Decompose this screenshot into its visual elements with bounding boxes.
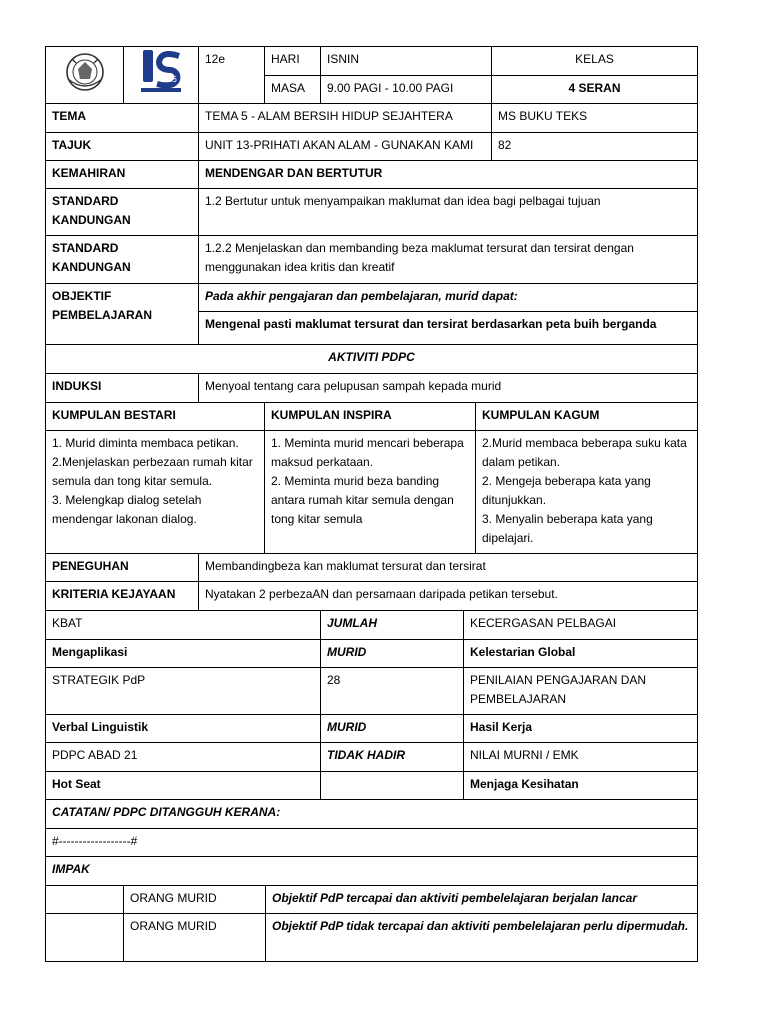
svg-text:25: 25 bbox=[167, 75, 178, 84]
list-item: 2.Murid membaca beberapa suku kata dalam petikan. bbox=[482, 436, 687, 469]
impak-text-2: Objektif PdP tidak tercapai dan aktiviti pembelelajaran perlu dipermudah. bbox=[266, 914, 698, 962]
impak-murid-label-2: ORANG MURID bbox=[124, 914, 266, 962]
class-code: 12e bbox=[199, 47, 265, 104]
impak-table bbox=[45, 885, 698, 962]
kelas-value: 4 SERAN bbox=[492, 76, 698, 104]
kecergasan-label: KECERGASAN PELBAGAI bbox=[464, 611, 698, 640]
kbat-table bbox=[45, 610, 698, 886]
murid-label-2: MURID bbox=[321, 715, 464, 743]
list-item: 2. Meminta murid beza banding antara rumah kitar semula dengan tong kitar semula bbox=[271, 474, 454, 526]
peneguhan-table bbox=[45, 553, 698, 611]
objektif-intro: Pada akhir pengajaran dan pembelajaran, murid dapat: bbox=[199, 284, 698, 312]
abad21-value: Hot Seat bbox=[46, 772, 321, 800]
bestari-activities bbox=[46, 431, 265, 554]
aktiviti-title: AKTIVITI PDPC bbox=[46, 345, 698, 374]
kbat-value: Mengaplikasi bbox=[46, 640, 321, 668]
list-item: 1. Meminta murid mencari beberapa maksud perkataan. bbox=[271, 436, 464, 469]
tema-value: TEMA 5 - ALAM BERSIH HIDUP SEJAHTERA bbox=[199, 104, 492, 133]
impak-murid-label-1: ORANG MURID bbox=[124, 886, 266, 914]
kemahiran-value: MENDENGAR DAN BERTUTUR bbox=[199, 161, 698, 189]
tajuk-value: UNIT 13-PRIHATI AKAN ALAM - GUNAKAN KAMI bbox=[199, 133, 492, 161]
list-item: 2. Mengeja beberapa kata yang ditunjukkan. bbox=[482, 474, 651, 507]
peneguhan-value: Membandingbeza kan maklumat tersurat dan tersirat bbox=[199, 554, 698, 582]
kagum-activities bbox=[476, 431, 698, 554]
buku-label: MS BUKU TEKS bbox=[492, 104, 698, 133]
jumlah-value: 28 bbox=[321, 668, 464, 715]
jumlah-label: JUMLAH bbox=[321, 611, 464, 640]
tidak-hadir-value bbox=[321, 772, 464, 800]
inspira-label: KUMPULAN INSPIRA bbox=[265, 403, 476, 431]
catatan-value: #------------------# bbox=[46, 829, 698, 857]
groups-table bbox=[45, 402, 698, 554]
standard-kandungan-label-1: STANDARD KANDUNGAN bbox=[46, 189, 199, 236]
standard-kandungan-value-2: 1.2.2 Menjelaskan dan membanding beza maklumat tersurat dan tersirat dengan menggunakan idea kritis dan kreatif bbox=[199, 236, 698, 284]
abad21-label: PDPC ABAD 21 bbox=[46, 743, 321, 772]
school-crest-logo bbox=[46, 47, 124, 104]
impak-label: IMPAK bbox=[46, 857, 698, 886]
kecergasan-value: Kelestarian Global bbox=[464, 640, 698, 668]
is25-logo bbox=[124, 47, 199, 104]
hari-value: ISNIN bbox=[321, 47, 492, 76]
kbat-label: KBAT bbox=[46, 611, 321, 640]
objektif-value: Mengenal pasti maklumat tersurat dan tersirat berdasarkan peta buih berganda bbox=[199, 312, 698, 345]
masa-value: 9.00 PAGI - 10.00 PAGI bbox=[321, 76, 492, 104]
induksi-label: INDUKSI bbox=[46, 374, 199, 403]
kemahiran-label: KEMAHIRAN bbox=[46, 161, 199, 189]
tidak-hadir-label: TIDAK HADIR bbox=[321, 743, 464, 772]
list-item: 1. Murid diminta membaca petikan. bbox=[52, 436, 239, 450]
list-item: 2.Menjelaskan perbezaan rumah kitar semula dan tong kitar semula. bbox=[52, 455, 253, 488]
impak-text-1: Objektif PdP tercapai dan aktiviti pembelelajaran berjalan lancar bbox=[266, 886, 698, 914]
strategik-value: Verbal Linguistik bbox=[46, 715, 321, 743]
impak-count-2 bbox=[46, 914, 124, 962]
penilaian-value: Hasil Kerja bbox=[464, 715, 698, 743]
standard-kandungan-value-1: 1.2 Bertutur untuk menyampaikan maklumat dan idea bagi pelbagai tujuan bbox=[199, 189, 698, 236]
lesson-plan-sheet bbox=[45, 46, 697, 962]
standard-kandungan-label-2: STANDARD KANDUNGAN bbox=[46, 236, 199, 284]
induksi-value: Menyoal tentang cara pelupusan sampah kepada murid bbox=[199, 374, 698, 403]
hari-label: HARI bbox=[265, 47, 321, 76]
strategik-label: STRATEGIK PdP bbox=[46, 668, 321, 715]
kagum-label: KUMPULAN KAGUM bbox=[476, 403, 698, 431]
list-item: 3. Melengkap dialog setelah mendengar lakonan dialog. bbox=[52, 493, 202, 526]
catatan-label: CATATAN/ PDPC DITANGGUH KERANA: bbox=[46, 800, 698, 829]
bestari-label: KUMPULAN BESTARI bbox=[46, 403, 265, 431]
list-item: 3. Menyalin beberapa kata yang dipelajari. bbox=[482, 512, 653, 545]
impak-count-1 bbox=[46, 886, 124, 914]
header-table bbox=[45, 46, 698, 403]
nilai-label: NILAI MURNI / EMK bbox=[464, 743, 698, 772]
masa-label: MASA bbox=[265, 76, 321, 104]
kelas-label: KELAS bbox=[492, 47, 698, 76]
tajuk-label: TAJUK bbox=[46, 133, 199, 161]
peneguhan-label: PENEGUHAN bbox=[46, 554, 199, 582]
penilaian-label: PENILAIAN PENGAJARAN DAN PEMBELAJARAN bbox=[464, 668, 698, 715]
murid-label-1: MURID bbox=[321, 640, 464, 668]
tema-label: TEMA bbox=[46, 104, 199, 133]
kriteria-label: KRITERIA KEJAYAAN bbox=[46, 582, 199, 611]
objektif-label: OBJEKTIF PEMBELAJARAN bbox=[46, 284, 199, 345]
nilai-value: Menjaga Kesihatan bbox=[464, 772, 698, 800]
buku-value: 82 bbox=[492, 133, 698, 161]
inspira-activities bbox=[265, 431, 476, 554]
kriteria-value: Nyatakan 2 perbezaAN dan persamaan daripada petikan tersebut. bbox=[199, 582, 698, 611]
